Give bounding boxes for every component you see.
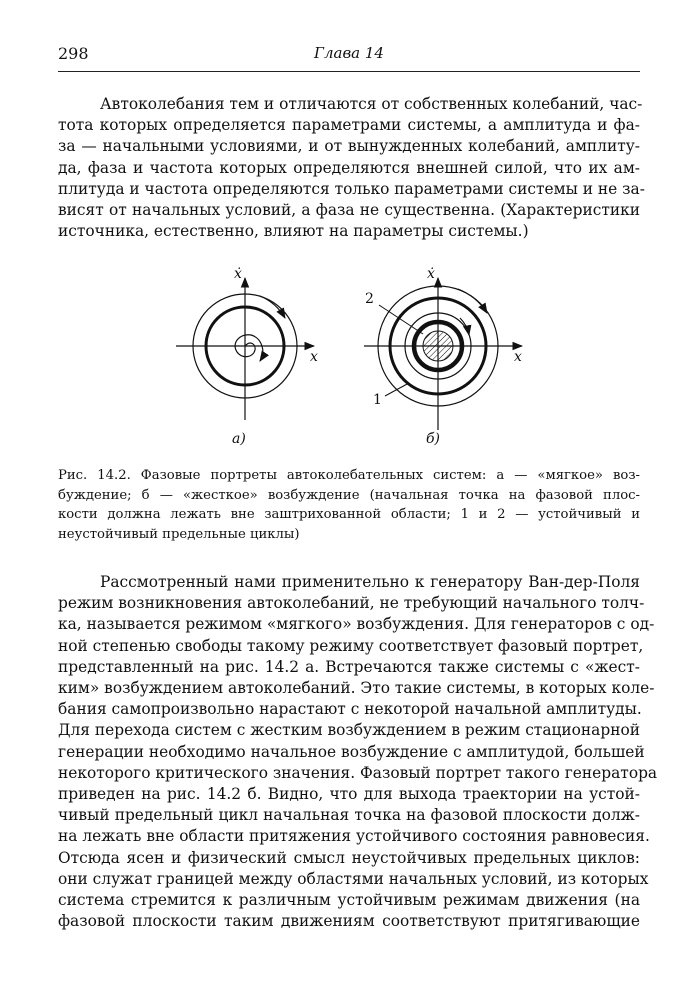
panel-b-label: б): [426, 431, 441, 447]
leader-line-2: [379, 305, 423, 334]
text-line: они служат границей между областями начальных условий, из которых: [58, 869, 649, 888]
x-axis-label: x: [514, 349, 522, 365]
text-line: на лежать вне области притяжения устойчивого состояния равновесия.: [58, 827, 650, 846]
text-line: Отсюда ясен и физический смысл неустойчивых предельных циклов:: [58, 848, 640, 867]
y-axis-label: ẋ: [234, 266, 242, 282]
text-line: ка, называется режимом «мягкого» возбуждения. Для генераторов с од-: [58, 615, 655, 634]
page-number: 298: [58, 44, 89, 63]
text-line: да, фаза и частота которых определяются внешней силой, что их ам-: [58, 158, 640, 177]
text-line: приведен на рис. 14.2 б. Видно, что для выхода траектории на устой-: [58, 785, 640, 804]
text-line: представленный на рис. 14.2 а. Встречаются также системы с «жест-: [58, 657, 640, 676]
panel-a: [176, 266, 318, 447]
x-axis-label: x: [310, 349, 318, 365]
text-line: ким» возбуждением автоколебаний. Это такие системы, в которых коле-: [58, 679, 655, 698]
text-line: некоторого критического значения. Фазовый портрет такого генератора: [58, 763, 658, 782]
caption-line: Рис. 14.2. Фазовые портреты автоколебательных систем: а — «мягкое» воз-: [58, 468, 640, 483]
text-line: бания самопроизвольно нарастают с некоторой начальной амплитуды.: [58, 700, 642, 719]
text-line: Автоколебания тем и отличаются от собственных колебаний, час-: [100, 95, 643, 113]
chapter-title: Глава 14: [314, 44, 384, 62]
cycle-label-1: 1: [373, 392, 382, 408]
text-line: за — начальными условиями, и от вынужденных колебаний, амплиту-: [58, 137, 640, 156]
cycle-label-2: 2: [365, 291, 374, 307]
caption-line: буждение; б — «жесткое» возбуждение (начальная точка на фазовой плос-: [58, 487, 640, 503]
phase-portrait-figure: [0, 0, 700, 460]
text-line: тота которых определяется параметрами системы, а амплитуда и фа-: [58, 116, 640, 135]
text-line: система стремится к различным устойчивым режимам движения (на: [58, 891, 640, 910]
text-line: генерации необходимо начальное возбуждение с амплитудой, большей: [58, 742, 645, 761]
text-line: режим возникновения автоколебаний, не требующий начального толч-: [58, 594, 645, 613]
text-line: висят от начальных условий, а фаза не существенна. (Характеристики: [58, 201, 640, 220]
figure-caption: [58, 466, 640, 544]
direction-arrow: [260, 296, 285, 318]
attraction-region-hatch: [420, 328, 456, 364]
leader-line-1: [385, 383, 409, 396]
caption-line: неустойчивый предельные циклы): [58, 526, 300, 542]
panel-a-label: а): [232, 431, 246, 447]
text-line: ной степенью свободы такому режиму соответствует фазовый портрет,: [58, 636, 644, 655]
text-line: Рассмотренный нами применительно к генератору Ван-дер-Поля: [100, 573, 640, 591]
text-line: источника, естественно, влияют на параметры системы.): [58, 222, 529, 241]
text-line: Для перехода систем с жестким возбуждением в режим стационарной: [58, 721, 640, 740]
text-line: плитуда и частота определяются только параметрами системы и не за-: [58, 179, 645, 198]
inner-spiral: [235, 335, 263, 361]
direction-arrow: [458, 289, 487, 313]
text-line: чивый предельный цикл начальная точка на фазовой плоскости долж-: [58, 806, 640, 825]
panel-b: [364, 266, 522, 447]
paragraph-2: [58, 572, 658, 932]
y-axis-label: ẋ: [427, 266, 435, 282]
caption-line: кости должна лежать вне заштрихованной области; 1 и 2 — устойчивый и: [58, 507, 640, 522]
text-line: фазовой плоскости таким движениям соответствуют притягивающие: [58, 912, 640, 931]
